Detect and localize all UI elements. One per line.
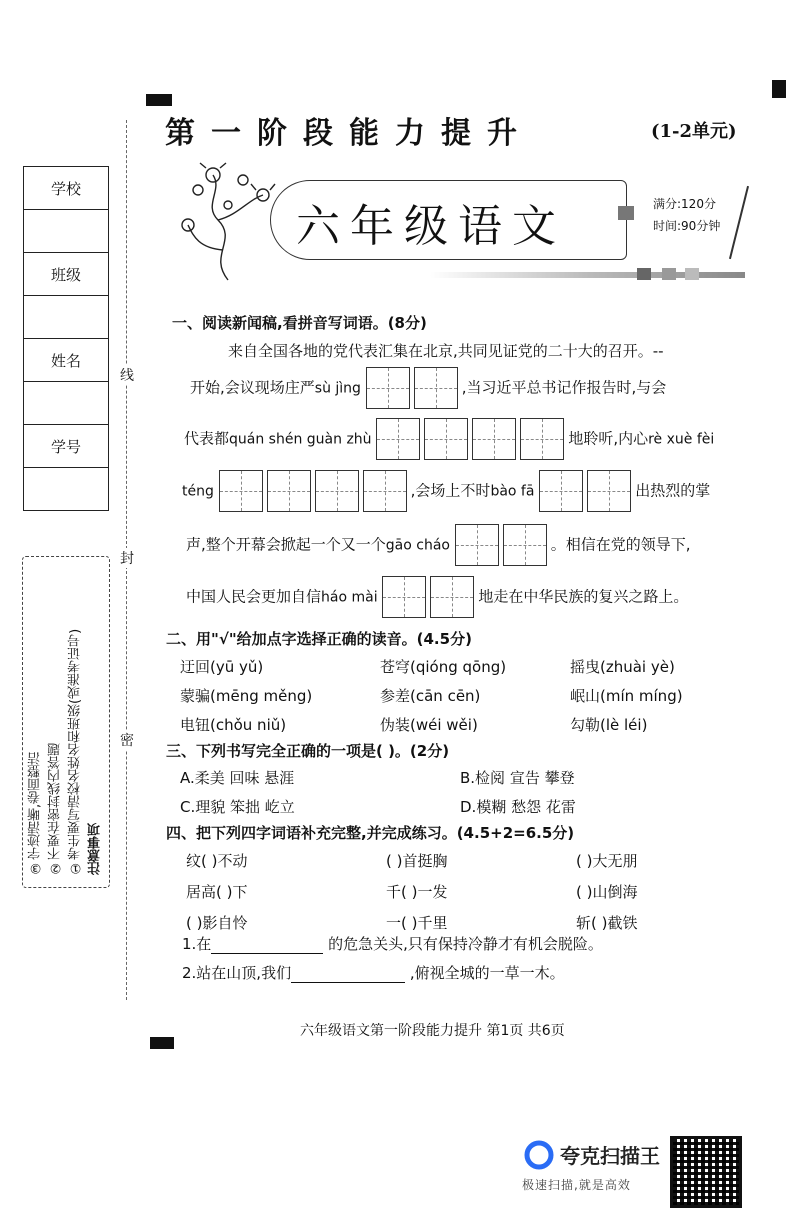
pinyin: téng <box>182 483 214 500</box>
decor-square <box>662 268 676 280</box>
student-info-table <box>23 166 109 511</box>
answer-box[interactable] <box>472 418 516 460</box>
q4-sentence-2: 2.站在山顶,我们 ,俯视全城的一草一木。 <box>182 964 565 982</box>
q1-line4: téng ,会场上不时bào fā 出热烈的掌 <box>182 470 710 512</box>
q1-line3: 代表都quán shén guàn zhù 地聆听,内心rè xuè fèi <box>184 418 714 460</box>
q1-line1: 来自全国各地的党代表汇集在北京,共同见证党的二十大的召开。-- <box>228 342 664 360</box>
q2-item[interactable]: 蒙骗(mēng měng) <box>180 687 313 705</box>
q3-options <box>180 767 660 817</box>
answer-box[interactable] <box>366 367 410 409</box>
scanner-logo-icon <box>524 1140 554 1170</box>
notice-label: 注意事项 <box>88 823 103 875</box>
q4-items <box>186 850 766 933</box>
unit-range: (1-2单元) <box>651 121 737 142</box>
q2-item[interactable]: 岷山(mín míng) <box>570 687 683 705</box>
idiom-blank[interactable]: ( )影自怜 <box>186 914 248 932</box>
pinyin: quán shén guàn zhù <box>229 431 372 448</box>
answer-box[interactable] <box>376 418 420 460</box>
q2-item[interactable]: 摇曳(zhuài yè) <box>570 658 675 676</box>
q3-option-d[interactable]: D.模糊 愁怨 花雷 <box>460 798 576 816</box>
class-field[interactable] <box>24 296 108 339</box>
q2-items <box>180 656 760 735</box>
idiom-blank[interactable]: 居高( )下 <box>186 883 248 901</box>
answer-box[interactable] <box>219 470 263 512</box>
class-label: 班级 <box>24 253 108 296</box>
q2-item[interactable]: 苍穹(qióng qōng) <box>380 658 507 676</box>
fill-blank[interactable] <box>211 937 323 954</box>
answer-box[interactable] <box>430 576 474 618</box>
name-label: 姓名 <box>24 339 108 382</box>
flower-decoration-icon <box>168 160 278 285</box>
answer-box[interactable] <box>315 470 359 512</box>
q1-line5: 声,整个开幕会掀起一个又一个gāo cháo 。相信在党的领导下, <box>186 524 691 566</box>
pinyin: gāo cháo <box>385 537 450 554</box>
decor-square <box>637 268 651 280</box>
q1-line2: 开始,会议现场庄严sù jìng ,当习近平总书记作报告时,与会 <box>190 367 666 409</box>
school-field[interactable] <box>24 210 108 253</box>
banner-title: 六年级语文 <box>296 201 566 252</box>
idiom-blank[interactable]: 纹( )不动 <box>186 852 248 870</box>
q4-heading: 四、把下列四字词语补充完整,并完成练习。(4.5+2=6.5分) <box>166 824 575 842</box>
fill-blank[interactable] <box>291 966 405 983</box>
notice-item-2: ②不要在密封线内答题 <box>48 743 63 875</box>
banner-square <box>618 206 634 220</box>
full-score: 满分:120分 <box>653 197 716 211</box>
answer-box[interactable] <box>587 470 631 512</box>
pinyin: bào fā <box>490 483 535 500</box>
answer-box[interactable] <box>520 418 564 460</box>
school-label: 学校 <box>24 167 108 210</box>
answer-box[interactable] <box>414 367 458 409</box>
page-title: 第一阶段能力提升 <box>165 116 533 151</box>
notice-item-3: ③字迹清晰,卷面整洁 <box>28 751 43 875</box>
answer-box[interactable] <box>503 524 547 566</box>
idiom-blank[interactable]: 千( )一发 <box>386 883 448 901</box>
idiom-blank[interactable]: 一( )千里 <box>386 914 448 932</box>
watermark-brand: 夸克扫描王 <box>560 1144 660 1168</box>
q3-option-a[interactable]: A.柔美 回味 悬涯 <box>180 769 295 787</box>
answer-box[interactable] <box>267 470 311 512</box>
id-label: 学号 <box>24 425 108 468</box>
seal-mark-line: 线 <box>116 365 138 385</box>
registration-mark <box>150 1037 174 1049</box>
q3-heading: 三、下列书写完全正确的一项是( )。(2分) <box>166 742 450 760</box>
idiom-blank[interactable]: ( )山倒海 <box>576 883 638 901</box>
seal-mark-seal: 封 <box>116 548 138 568</box>
q2-item[interactable]: 参差(cān cēn) <box>380 687 481 705</box>
time-limit: 时间:90分钟 <box>653 219 721 233</box>
answer-box[interactable] <box>382 576 426 618</box>
pen-stroke <box>729 186 749 259</box>
registration-mark <box>146 94 172 106</box>
notice-box <box>22 556 110 888</box>
qr-code-icon <box>670 1136 742 1208</box>
q2-item[interactable]: 电钮(chǒu niǔ) <box>180 716 287 734</box>
idiom-blank[interactable]: 斩( )截铁 <box>576 914 638 932</box>
exam-meta <box>653 193 720 237</box>
pinyin: háo mài <box>321 589 378 606</box>
answer-box[interactable] <box>424 418 468 460</box>
watermark-slogan: 极速扫描,就是高效 <box>522 1178 631 1192</box>
idiom-blank[interactable]: ( )首挺胸 <box>386 852 448 870</box>
name-field[interactable] <box>24 382 108 425</box>
page-footer: 六年级语文第一阶段能力提升 第1页 共6页 <box>300 1023 565 1039</box>
answer-box[interactable] <box>363 470 407 512</box>
answer-box[interactable] <box>455 524 499 566</box>
answer-box[interactable] <box>539 470 583 512</box>
q4-sentence-1: 1.在 的危急关头,只有保持冷静才有机会脱险。 <box>182 935 603 953</box>
q1-line6: 中国人民会更加自信háo mài 地走在中华民族的复兴之路上。 <box>186 576 688 618</box>
q2-heading: 二、用"√"给加点字选择正确的读音。(4.5分) <box>166 630 472 648</box>
seal-mark-dense: 密 <box>116 730 138 750</box>
idiom-blank[interactable]: ( )大无朋 <box>576 852 638 870</box>
q3-option-c[interactable]: C.理貌 笨拙 屹立 <box>180 798 295 816</box>
registration-mark <box>772 80 786 98</box>
q1-heading: 一、阅读新闻稿,看拼音写词语。(8分) <box>172 314 427 332</box>
notice-item-1: ①考生要写清校名姓名和班级(或准考证号) <box>68 628 83 875</box>
pinyin: sù jìng <box>314 380 361 397</box>
q2-item[interactable]: 伪装(wéi wěi) <box>380 716 478 734</box>
decor-square <box>685 268 699 280</box>
q2-item[interactable]: 勾勒(lè léi) <box>570 716 648 734</box>
pinyin: rè xuè fèi <box>648 431 715 448</box>
id-field[interactable] <box>24 468 108 510</box>
q3-option-b[interactable]: B.检阅 宣告 攀登 <box>460 769 575 787</box>
q2-item[interactable]: 迂回(yū yǔ) <box>180 658 264 676</box>
